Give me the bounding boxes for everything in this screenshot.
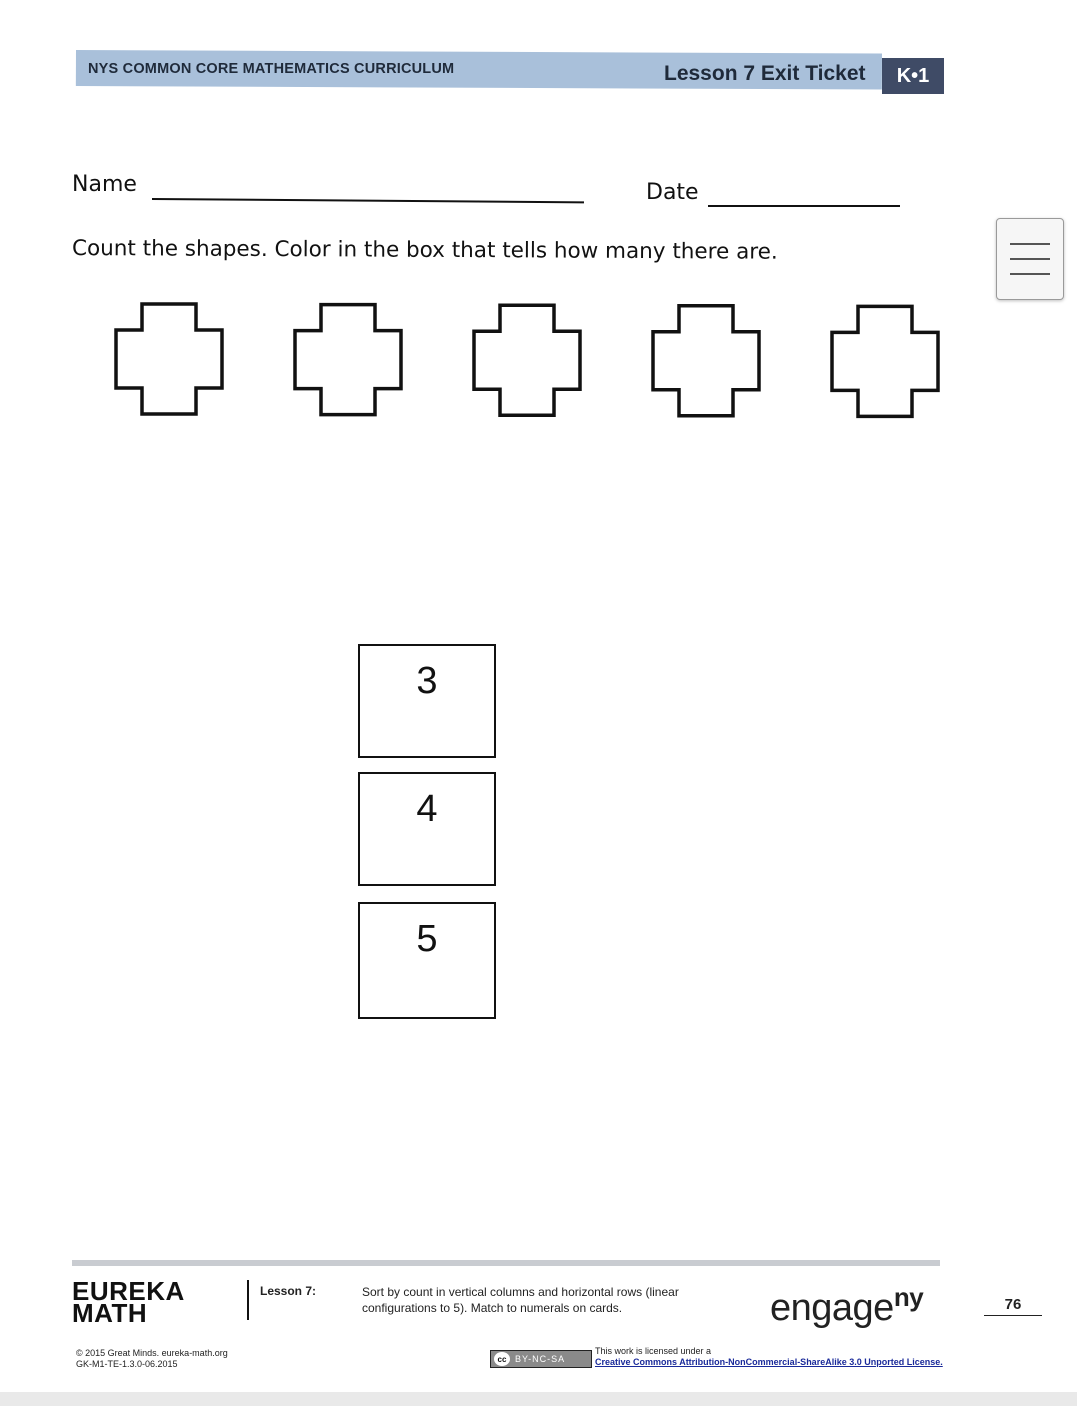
footer-lesson-label: Lesson 7: (260, 1284, 317, 1298)
logo-line-2: MATH (72, 1298, 148, 1328)
instructions: Count the shapes. Color in the box that tells how many there are. (71, 236, 778, 265)
name-line (152, 198, 584, 203)
engageny-logo (770, 1282, 923, 1330)
answer-box-number: 4 (416, 788, 438, 830)
copyright (76, 1348, 228, 1370)
cross-shape (116, 304, 222, 414)
grade-badge: K•1 (882, 58, 944, 94)
copyright-line-2: GK-M1-TE-1.3.0-06.2015 (76, 1359, 178, 1369)
cc-icon: cc (494, 1352, 510, 1366)
footer-divider (247, 1280, 249, 1320)
cross-shape (295, 305, 401, 415)
page-number: 76 (984, 1296, 1042, 1316)
answer-box-number: 5 (416, 918, 438, 960)
answer-box-5[interactable] (358, 902, 496, 1019)
lesson-title: Lesson 7 Exit Ticket (664, 62, 866, 85)
logo-line-1: EUREKA (72, 1276, 185, 1306)
cc-label: BY-NC-SA (515, 1354, 566, 1364)
date-label: Date (646, 180, 699, 205)
cross-shape (832, 306, 938, 416)
answer-box-number: 3 (416, 660, 438, 702)
cross-shape (474, 305, 580, 415)
engage-sup: ny (893, 1282, 924, 1312)
bottom-strip (0, 1392, 1077, 1406)
shapes-row (100, 290, 950, 430)
license-text (595, 1346, 943, 1368)
license-link[interactable]: Creative Commons Attribution-NonCommercial-ShareAlike 3.0 Unported License. (595, 1357, 943, 1367)
cross-shape (653, 306, 759, 416)
answer-box-3[interactable] (358, 644, 496, 758)
footer-rule (72, 1260, 940, 1266)
license-line-1: This work is licensed under a (595, 1346, 712, 1356)
eureka-math-logo (72, 1276, 185, 1328)
curriculum-title: NYS COMMON CORE MATHEMATICS CURRICULUM (88, 61, 455, 77)
menu-button[interactable] (996, 218, 1064, 300)
engage-text: engage (770, 1287, 894, 1329)
name-label: Name (72, 172, 137, 197)
answer-box-4[interactable] (358, 772, 496, 886)
date-line (708, 205, 900, 207)
footer-lesson-description: Sort by count in vertical columns and horizontal rows (linear configurations to 5). Match to numerals on cards. (362, 1285, 679, 1315)
copyright-line-1: © 2015 Great Minds. eureka-math.org (76, 1348, 228, 1358)
cc-license-badge (490, 1350, 592, 1368)
